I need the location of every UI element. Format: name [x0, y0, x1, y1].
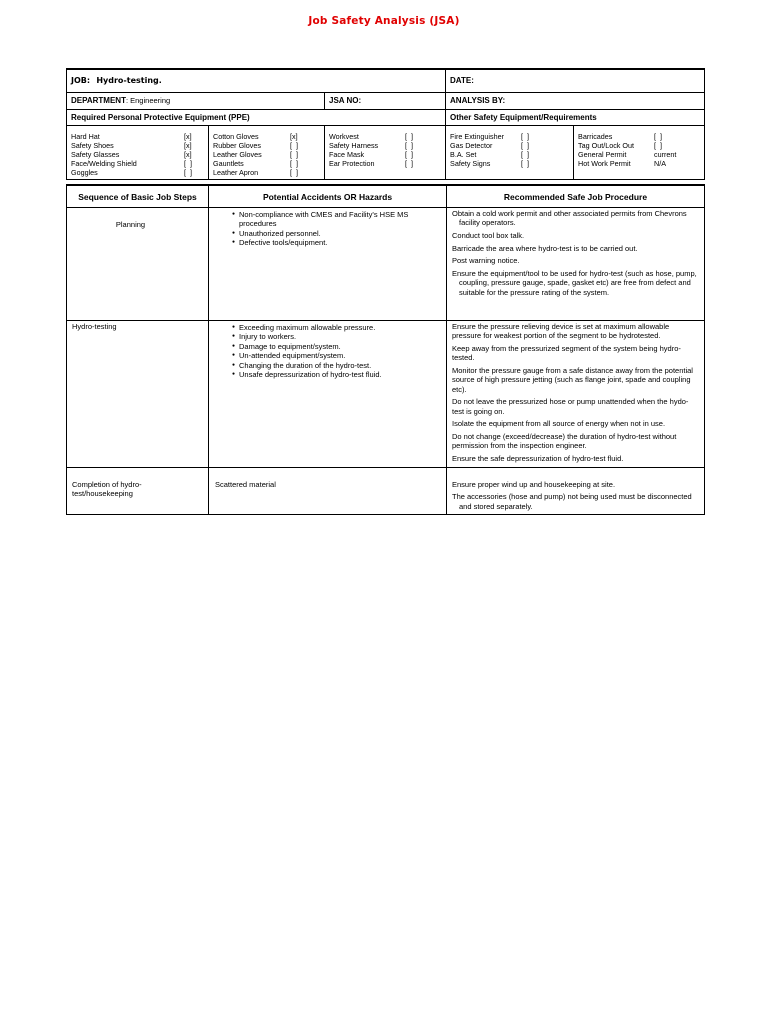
ppe-item: Safety Shoes [x] — [71, 140, 192, 150]
department-value: : Engineering — [125, 96, 171, 105]
hazard-item: ● Un-attended equipment/system. — [239, 351, 442, 360]
table-row — [67, 321, 705, 468]
ppe-list — [209, 126, 324, 179]
other-item: Hot Work Permit N/A — [578, 158, 667, 168]
procedure-item: Do not leave the pressurized hose or pump unattended when the hydo-test is going on. — [452, 397, 689, 416]
ppe-item: Face Mask [ ] — [329, 149, 414, 159]
step-cell — [67, 467, 209, 515]
procedure-item: Do not change (exceed/decrease) the duration of hydro-test without permission from the inspection engineer. — [452, 432, 677, 451]
other-list — [446, 126, 573, 170]
hazard-item: ● Damage to equipment/system. — [239, 342, 442, 351]
hazards-cell — [209, 467, 447, 515]
hazard-item: ● Defective tools/equipment. — [239, 238, 442, 247]
table-header-row — [67, 185, 705, 208]
step-label: Completion of hydro-test/housekeeping — [72, 479, 142, 498]
ppe-item: Hard Hat [x] — [71, 131, 192, 141]
ppe-list — [67, 126, 208, 179]
ppe-item: Gauntlets [ ] — [213, 158, 298, 168]
ppe-list — [325, 126, 445, 170]
other-item: General Permit current — [578, 149, 677, 159]
ppe-item: Safety Harness [ ] — [329, 140, 414, 150]
ppe-title: Required Personal Protective Equipment (PPE) — [71, 112, 250, 122]
department-cell — [67, 92, 325, 109]
hazard-item: ● Changing the duration of the hydro-test. — [239, 361, 442, 370]
column-header-steps: Sequence of Basic Job Steps — [67, 185, 209, 208]
procedure-list — [447, 468, 704, 511]
other-item: B.A. Set [ ] — [450, 149, 530, 159]
procedure-list — [447, 321, 704, 463]
ppe-item: Leather Gloves [ ] — [213, 149, 298, 159]
date-cell — [446, 69, 705, 92]
procedure-item: Obtain a cold work permit and other associated permits from Chevrons facility operators. — [452, 209, 687, 228]
step-cell — [67, 321, 209, 468]
column-header-procedure: Recommended Safe Job Procedure — [447, 185, 705, 208]
procedure-item: Post warning notice. — [452, 256, 520, 266]
other-item: Safety Signs [ ] — [450, 158, 530, 168]
procedure-item: Keep away from the pressurized segment of the system being hydro-tested. — [452, 344, 681, 363]
procedure-item: The accessories (hose and pump) not being used must be disconnected and stored separately. — [452, 492, 692, 511]
department-label: DEPARTMENT — [71, 96, 126, 105]
step-label: Planning — [115, 220, 146, 229]
ppe-item: Leather Apron [ ] — [213, 167, 298, 177]
other-column-1 — [446, 125, 574, 179]
procedure-item: Ensure the equipment/tool to be used for hydro-test (such as hose, pump, coupling, pressure gauge, spade, gasket etc) are free from defect and suitable for the pressure rating of the system. — [452, 268, 697, 297]
table-row — [67, 467, 705, 515]
ppe-item: Rubber Gloves [ ] — [213, 140, 298, 150]
other-item: Fire Extinguisher [ ] — [450, 131, 530, 141]
jsa-no-label: JSA NO: — [329, 96, 362, 105]
other-title: Other Safety Equipment/Requirements — [450, 112, 597, 122]
ppe-item: Safety Glasses [x] — [71, 149, 192, 159]
procedure-item: Ensure the pressure relieving device is set at maximum allowable pressure for weakest portion of the segment to be hydrotested. — [452, 322, 670, 341]
hazard-item: ● Unsafe depressurization of hydro-test fluid. — [239, 370, 442, 379]
ppe-item: Workvest [ ] — [329, 131, 414, 141]
hazard-item: ● Unauthorized personnel. — [239, 229, 442, 238]
ppe-column-3 — [325, 125, 446, 179]
step-cell — [67, 208, 209, 321]
other-item: Barricades [ ] — [578, 131, 663, 141]
analysis-by-label: ANALYSIS BY: — [450, 96, 506, 105]
hazard-item: ● Exceeding maximum allowable pressure. — [239, 323, 442, 332]
hazard-list — [209, 208, 446, 248]
step-label: Hydro-testing — [72, 322, 117, 331]
job-label: JOB: — [71, 76, 91, 86]
procedure-cell — [447, 467, 705, 515]
hazards-cell — [209, 208, 447, 321]
date-label: DATE: — [450, 76, 474, 86]
procedure-item: Conduct tool box talk. — [452, 231, 525, 240]
jsa-steps-table — [66, 184, 705, 515]
analysis-by-cell — [446, 92, 705, 109]
ppe-item: Cotton Gloves [x] — [213, 131, 298, 141]
ppe-item: Goggles [ ] — [71, 167, 192, 177]
other-title-cell — [446, 109, 705, 125]
other-item: Gas Detector [ ] — [450, 140, 530, 150]
other-item: Tag Out/Lock Out [ ] — [578, 140, 663, 150]
procedure-item: Ensure proper wind up and housekeeping at site. — [452, 479, 616, 489]
other-column-2 — [574, 125, 705, 179]
procedure-item: Ensure the safe depressurization of hydro-test fluid. — [452, 454, 624, 463]
table-row — [67, 208, 705, 321]
procedure-cell — [447, 321, 705, 468]
other-list — [574, 126, 704, 170]
hazard-text: Scattered material — [215, 479, 276, 489]
document-title: Job Safety Analysis (JSA) — [308, 15, 460, 27]
hazard-item: ● Injury to workers. — [239, 332, 442, 341]
jsa-no-cell — [325, 92, 446, 109]
ppe-item: Face/Welding Shield [ ] — [71, 158, 192, 168]
procedure-list — [447, 208, 704, 297]
ppe-item: Ear Protection [ ] — [329, 158, 414, 168]
hazards-cell — [209, 321, 447, 468]
hazard-item: ● Non-compliance with CMES and Facility's HSE MS procedures — [239, 210, 442, 229]
job-value: Hydro-testing. — [96, 76, 162, 86]
column-header-hazards: Potential Accidents OR Hazards — [209, 185, 447, 208]
procedure-item: Barricade the area where hydro-test is to be carried out. — [452, 243, 638, 253]
ppe-title-cell — [67, 109, 446, 125]
procedure-cell — [447, 208, 705, 321]
jsa-header-table — [66, 68, 705, 180]
procedure-item: Isolate the equipment from all source of energy when not in use. — [452, 419, 666, 429]
procedure-item: Monitor the pressure gauge from a safe distance away from the potential source of high pressure jetting (such as flange joint, spade and coupling etc). — [452, 366, 693, 394]
ppe-column-1 — [67, 125, 209, 179]
hazard-list — [209, 321, 446, 379]
job-cell — [67, 69, 446, 92]
ppe-column-2 — [209, 125, 325, 179]
